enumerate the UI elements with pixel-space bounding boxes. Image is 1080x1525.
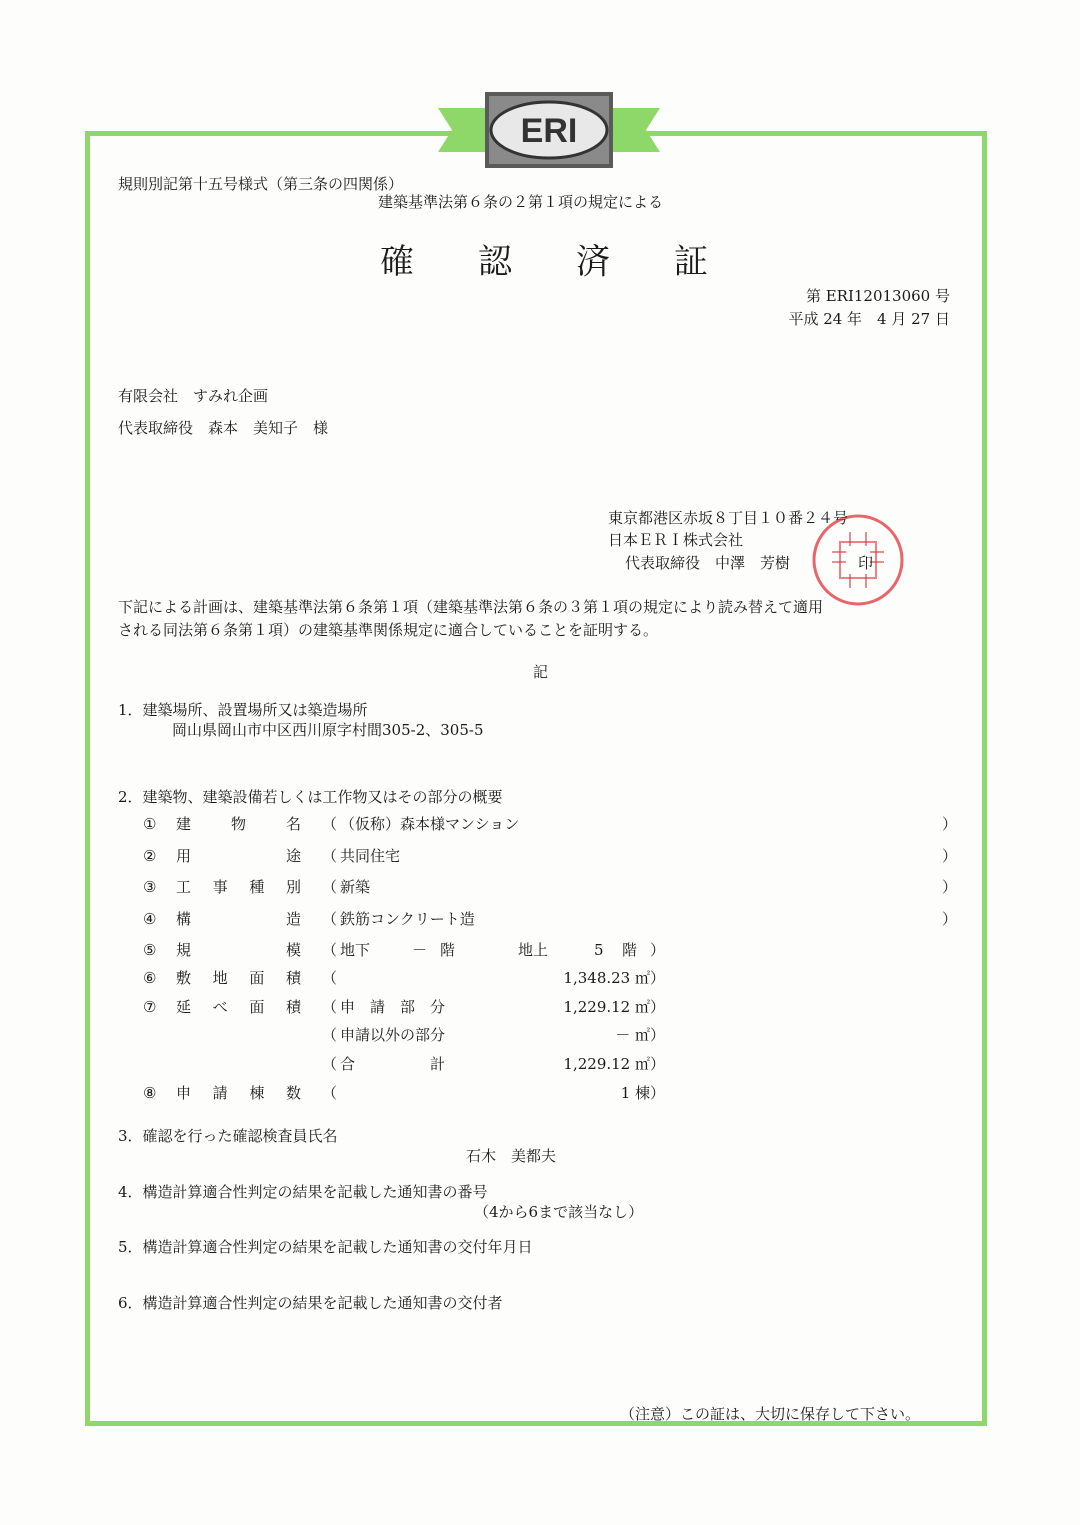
label-char: 数 (285, 1084, 301, 1102)
ki-mark: 記 (533, 663, 549, 681)
issuer-address: 東京都港区赤坂８丁目１０番２４号 (608, 509, 849, 527)
section-3-heading: 3．確認を行った確認検査員氏名 (118, 1127, 338, 1145)
paren-close: ） (942, 910, 958, 928)
paren-open: （ (322, 847, 338, 865)
label-char: 構 (176, 910, 192, 928)
caution-note: （注意）この証は、大切に保存して下さい。 (620, 1405, 921, 1423)
item-label (176, 878, 301, 896)
label-char: 建 (176, 815, 192, 833)
label-char: 途 (285, 847, 301, 865)
eri-logo (485, 92, 613, 168)
title-char: 確 (380, 242, 416, 282)
above-ground-floors: 5 (594, 941, 604, 959)
paren-open: （ (322, 1026, 338, 1044)
item-number: ① (143, 815, 157, 833)
paren-open: （ (322, 815, 338, 833)
item-number: ⑧ (143, 1084, 157, 1102)
label-char: 名 (285, 815, 301, 833)
legal-basis: 建築基準法第６条の２第１項の規定による (378, 193, 664, 211)
above-ground-label: 地上 (518, 941, 549, 959)
item-number: ② (143, 847, 157, 865)
label-char: 種 (249, 878, 265, 896)
certificate-number: 第 ERI12013060 号 (805, 287, 950, 305)
section-1-heading: 1．建築場所、設置場所又は築造場所 (118, 701, 368, 719)
building-count: 1 棟 (620, 1084, 650, 1102)
section-4-heading: 4．構造計算適合性判定の結果を記載した通知書の番号 (118, 1183, 488, 1201)
floor-unit: 階 (440, 941, 456, 959)
item-label (176, 1084, 301, 1102)
floor-area-row-label: 申請以外の部分 (340, 1026, 446, 1044)
title-char: 認 (478, 242, 514, 282)
below-ground-floors: － (412, 941, 428, 959)
statement-line-1: 下記による計画は、建築基準法第６条第１項（建築基準法第６条の３第１項の規定により読み替えて適用 (118, 598, 824, 616)
title-char: 証 (674, 242, 710, 282)
section-2-heading: 2．建築物、建築設備若しくは工作物又はその部分の概要 (118, 788, 503, 806)
issuer-company: 日本ＥＲＩ株式会社 (608, 531, 744, 549)
item-label (176, 815, 301, 833)
label-char: 物 (230, 815, 246, 833)
below-ground-label: 地下 (340, 941, 371, 959)
label-char: 用 (176, 847, 192, 865)
item-label (176, 969, 301, 987)
statement-line-2: される同法第６条第１項）の建築基準関係規定に適合していることを証明する。 (118, 621, 659, 639)
construction-site: 岡山県岡山市中区西川原字村間305-2、305-5 (172, 721, 484, 739)
paren-close: ） (942, 815, 958, 833)
label-char: 模 (285, 941, 301, 959)
section-6-heading: 6．構造計算適合性判定の結果を記載した通知書の交付者 (118, 1294, 503, 1312)
issuer-representative: 代表取締役 中澤 芳樹 (625, 554, 791, 572)
not-applicable-note: （4から6まで該当なし） (474, 1203, 644, 1221)
paren-close: ） (650, 941, 666, 959)
paren-close: ） (650, 998, 666, 1016)
label-char: 請 (212, 1084, 228, 1102)
site-area-value: 1,348.23 ㎡ (563, 969, 650, 987)
recipient-person: 代表取締役 森本 美知子 様 (118, 419, 329, 437)
label-char: 別 (285, 878, 301, 896)
paren-close: ） (650, 1055, 666, 1073)
paren-open: （ (322, 910, 338, 928)
floor-area-row-label: 申 請 部 分 (340, 998, 446, 1016)
item-label (176, 941, 301, 959)
label-char: 面 (249, 998, 265, 1016)
item-number: ③ (143, 878, 157, 896)
paren-open: （ (322, 941, 338, 959)
structure: 鉄筋コンクリート造 (340, 910, 475, 928)
issue-date: 平成 24 年 4 月 27 日 (788, 310, 950, 328)
building-name: （仮称）森本様マンション (340, 815, 520, 833)
label-char: 棟 (249, 1084, 265, 1102)
label-char: 延 (176, 998, 192, 1016)
floor-unit: 階 (622, 941, 638, 959)
paren-close: ） (650, 969, 666, 987)
label-char: 面 (249, 969, 265, 987)
label-char: べ (212, 998, 228, 1016)
floor-area-row-value: 1,229.12 ㎡ (563, 1055, 650, 1073)
label-char: 造 (285, 910, 301, 928)
seal-mark: 印 (858, 554, 874, 572)
paren-close: ） (650, 1084, 666, 1102)
paren-close: ） (942, 847, 958, 865)
floor-area-row-label: 合 計 (340, 1055, 446, 1073)
paren-close: ） (942, 878, 958, 896)
title-char: 済 (576, 242, 612, 282)
label-char: 規 (176, 941, 192, 959)
paren-open: （ (322, 1084, 338, 1102)
paren-open: （ (322, 969, 338, 987)
item-label (176, 998, 301, 1016)
construction-type: 新築 (340, 878, 371, 896)
item-number: ⑦ (143, 998, 157, 1016)
label-char: 敷 (176, 969, 192, 987)
paren-open: （ (322, 1055, 338, 1073)
building-use: 共同住宅 (340, 847, 401, 865)
inspector-name: 石木 美都夫 (466, 1147, 557, 1165)
document-title (380, 234, 710, 283)
label-char: 積 (285, 969, 301, 987)
recipient-company: 有限会社 すみれ企画 (118, 387, 269, 405)
item-number: ⑥ (143, 969, 157, 987)
item-label (176, 910, 301, 928)
label-char: 積 (285, 998, 301, 1016)
paren-open: （ (322, 878, 338, 896)
floor-area-row-value: － ㎡ (615, 1026, 650, 1044)
item-number: ④ (143, 910, 157, 928)
item-number: ⑤ (143, 941, 157, 959)
label-char: 申 (176, 1084, 192, 1102)
paren-close: ） (650, 1026, 666, 1044)
section-5-heading: 5．構造計算適合性判定の結果を記載した通知書の交付年月日 (118, 1238, 533, 1256)
logo-text: ERI (520, 112, 578, 150)
item-label (176, 847, 301, 865)
label-char: 事 (212, 878, 228, 896)
paren-open: （ (322, 998, 338, 1016)
floor-area-row-value: 1,229.12 ㎡ (563, 998, 650, 1016)
form-name: 規則別記第十五号様式（第三条の四関係） (118, 175, 404, 193)
label-char: 地 (212, 969, 228, 987)
label-char: 工 (176, 878, 192, 896)
